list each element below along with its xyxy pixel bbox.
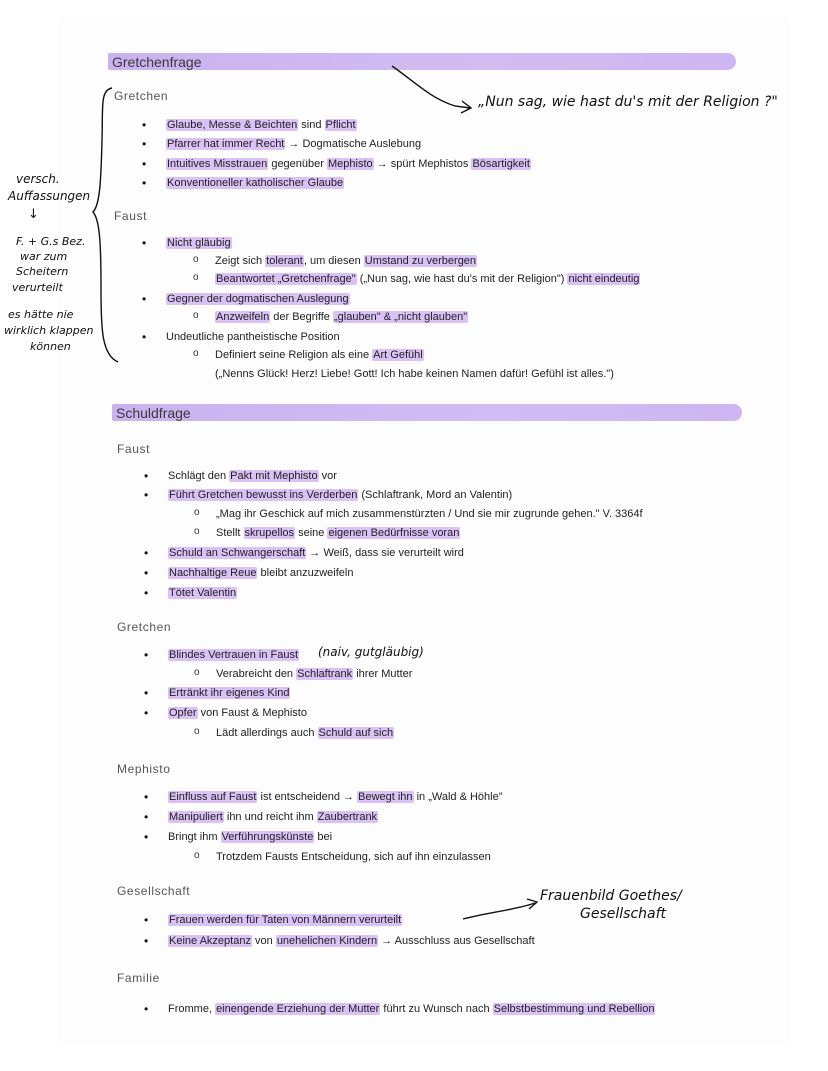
list-item: • Intuitives Misstrauen gegenüber Mephisto → spürt Mephistos Bösartigkeit [166,157,531,171]
curly-brace [93,88,118,362]
handwritten-note: F. + G.s Bez. [16,235,86,248]
list-item: • Frauen werden für Taten von Männern verurteilt [168,913,402,927]
handwritten-quote: „Nun sag, wie hast du's mit der Religion ?" [478,94,778,110]
subheading-gretchen: Gretchen [114,89,169,103]
list-item: • Blindes Vertrauen in Faust [168,648,299,662]
subheading-familie: Familie [117,971,160,985]
handwritten-note: Gesellschaft [580,906,667,922]
handwritten-note: es hätte nie [8,308,74,321]
quote-line: („Nenns Glück! Herz! Liebe! Gott! Ich habe keinen Namen dafür! Gefühl ist alles.") [215,368,614,380]
list-item: o Beantwortet „Gretchenfrage" („Nun sag, wie hast du's mit der Religion") nicht eindeutig [215,272,640,286]
list-item: • Keine Akzeptanz von unehelichen Kindern → Ausschluss aus Gesellschaft [168,934,535,948]
list-item: • Schuld an Schwangerschaft → Weiß, dass sie verurteilt wird [168,546,464,560]
handwritten-note: (naiv, gutgläubig) [318,645,424,659]
list-item: • Bringt ihm Verführungskünste bei [168,830,332,844]
subheading-mephisto: Mephisto [117,762,171,776]
list-item: • Manipuliert ihn und reicht ihm Zaubertrank [168,810,378,824]
list-item: • Führt Gretchen bewusst ins Verderben (Schlaftrank, Mord an Valentin) [168,488,512,502]
handwritten-note: verurteilt [12,281,63,294]
list-item: • Einfluss auf Faust ist entscheidend → Bewegt ihn in „Wald & Höhle" [168,790,503,804]
handwritten-note: war zum [20,250,68,263]
subheading-gesellschaft: Gesellschaft [117,884,191,898]
handwritten-arrow [463,903,535,919]
subheading-faust: Faust [117,442,151,456]
list-item: o Zeigt sich tolerant, um diesen Umstand zu verbergen [215,254,477,268]
list-item: o Trotzdem Fausts Entscheidung, sich auf ihn einzulassen [216,850,491,864]
list-item: o Definiert seine Religion als eine Art Gefühl [215,348,424,362]
list-item: • Konventioneller katholischer Glaube [166,176,344,190]
handwritten-note: können [30,340,71,353]
list-item: • Pfarrer hat immer Recht → Dogmatische Auslebung [166,137,421,151]
list-item: o Verabreicht den Schlaftrank ihrer Mutter [216,667,412,681]
list-item: • Fromme, einengende Erziehung der Mutter führt zu Wunsch nach Selbstbestimmung und Rebellion [168,1002,655,1016]
list-item: o Lädt allerdings auch Schuld auf sich [216,726,394,740]
list-item: • Undeutliche pantheistische Position [166,330,340,344]
handwritten-note: wirklich klappen [4,324,94,337]
list-item: • Nachhaltige Reue bleibt anzuzweifeln [168,566,353,580]
subheading-faust: Faust [114,209,148,223]
handwritten-note: Scheitern [16,265,69,278]
section-title-schuldfrage: Schuldfrage [116,405,191,421]
handwritten-note: versch. [16,172,60,186]
section-title-gretchenfrage: Gretchenfrage [112,54,202,70]
list-item: • Ertränkt ihr eigenes Kind [168,686,290,700]
list-item: • Glaube, Messe & Beichten sind Pflicht [166,118,357,132]
list-item: • Schlägt den Pakt mit Mephisto vor [168,469,337,483]
list-item: • Tötet Valentin [168,586,237,600]
handwritten-note: Auffassungen [8,189,91,203]
subheading-gretchen: Gretchen [117,620,172,634]
list-item: o „Mag ihr Geschick auf mich zusammenstürzten / Und sie mir zugrunde gehen." V. 3364f [216,507,643,521]
list-item: • Opfer von Faust & Mephisto [168,706,307,720]
handwritten-note: Frauenbild Goethes/ [540,888,682,904]
list-item: • Nicht gläubig [166,236,232,250]
list-item: o Anzweifeln der Begriffe „glauben" & „nicht glauben" [215,310,468,324]
list-item: o Stellt skrupellos seine eigenen Bedürfnisse voran [216,526,460,540]
handwritten-arrow-down: ↓ [28,207,39,222]
list-item: • Gegner der dogmatischen Auslegung [166,292,350,306]
handwritten-arrow [392,66,470,108]
